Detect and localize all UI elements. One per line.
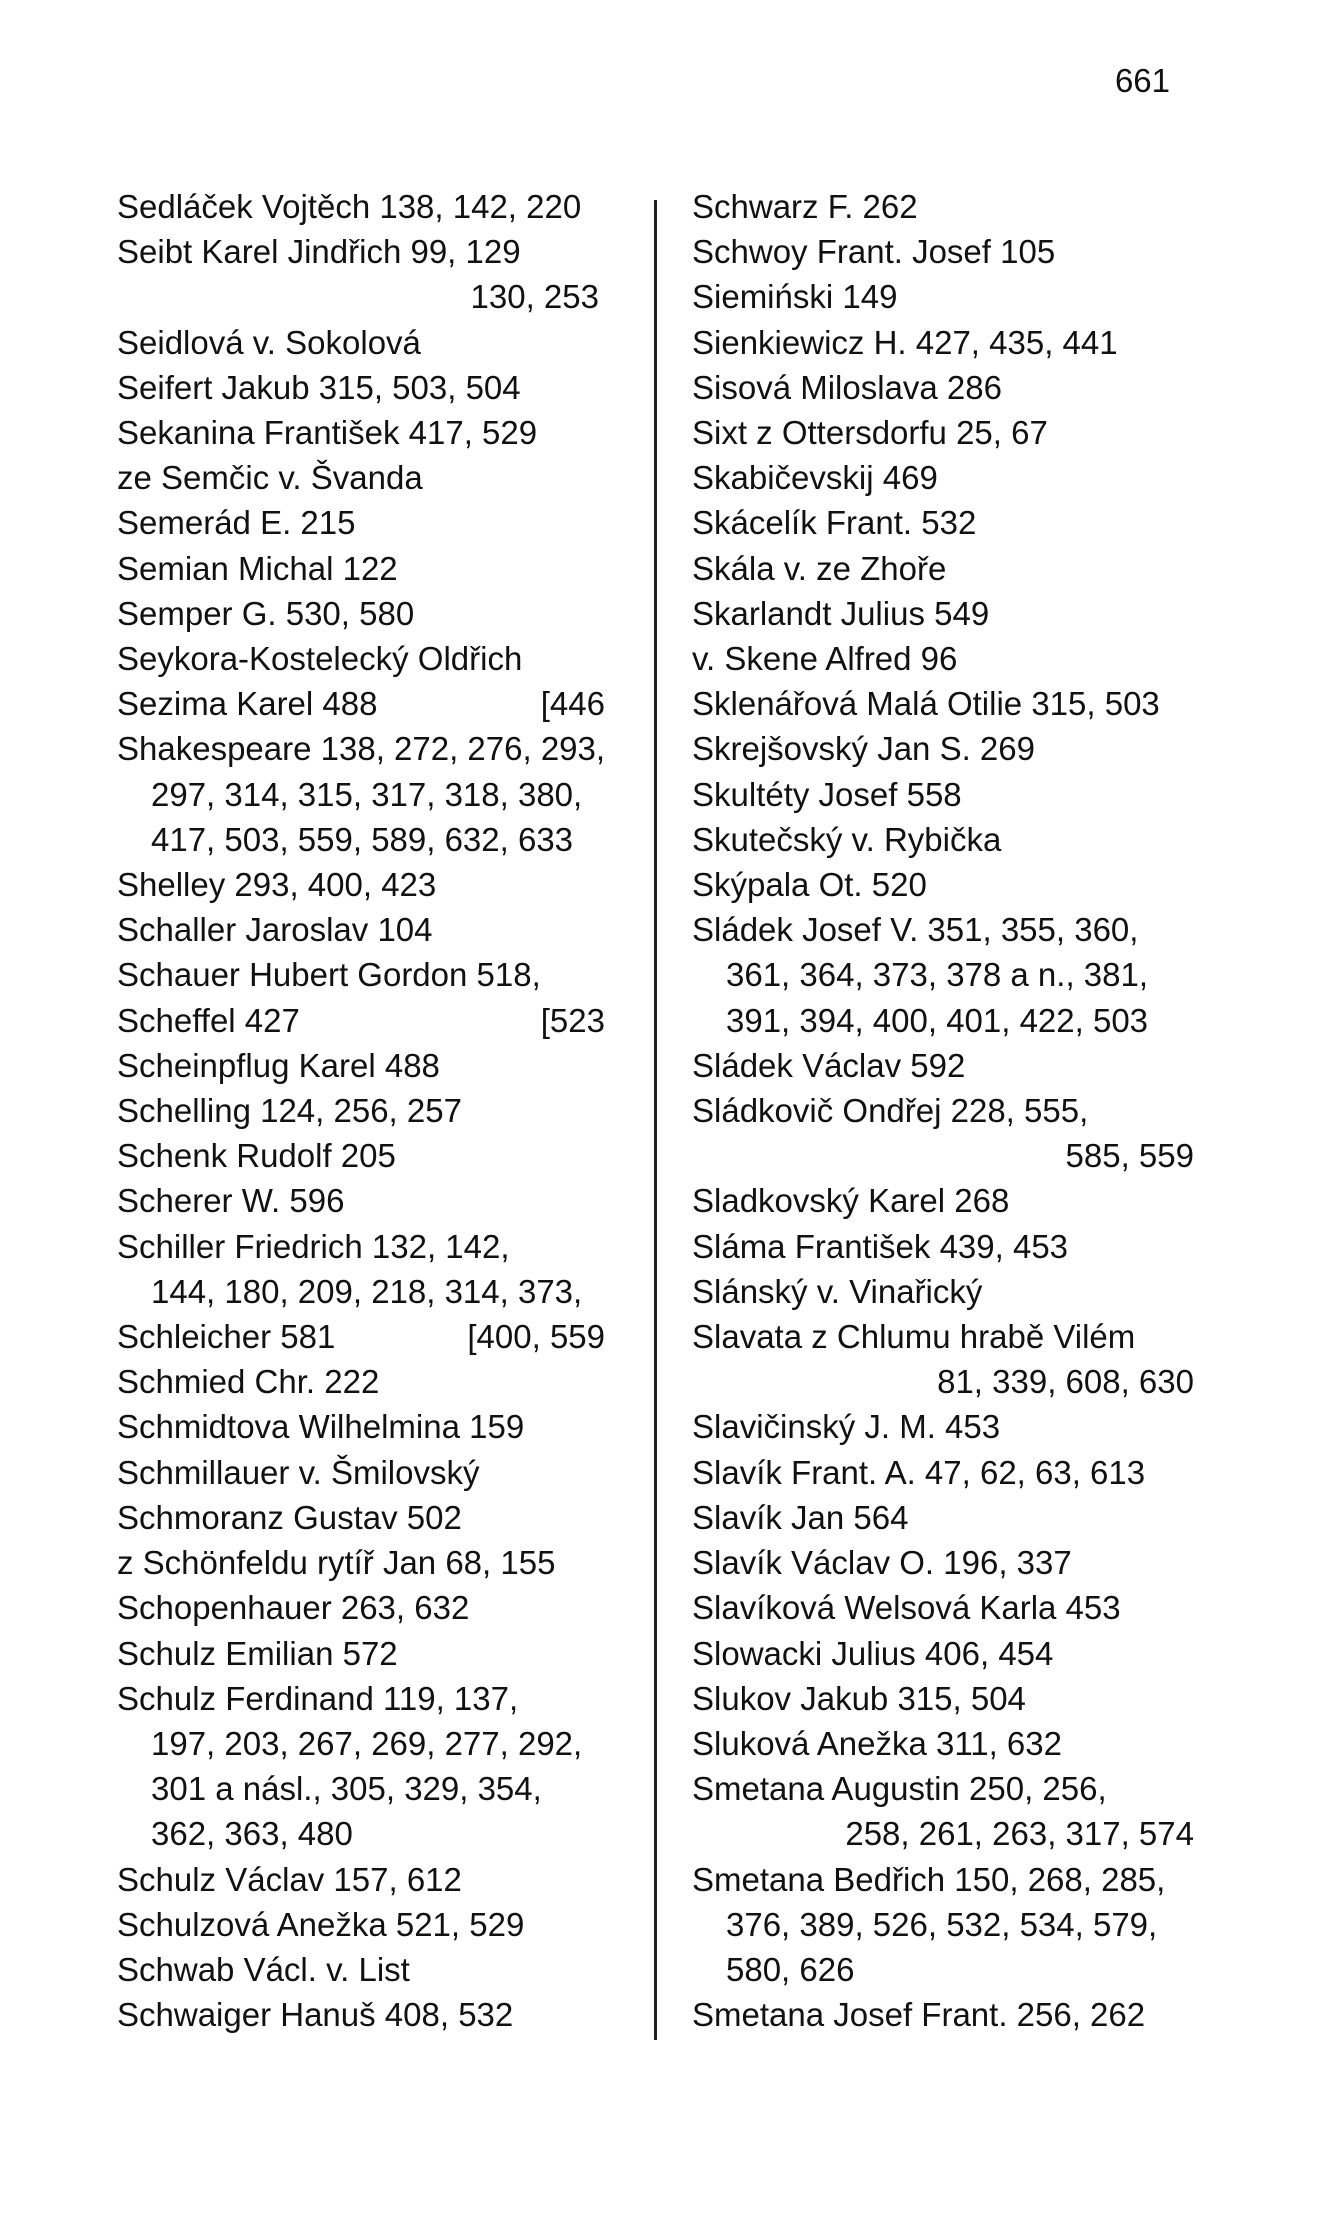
index-entry-line: Schmillauer v. Šmilovský <box>117 1453 480 1491</box>
index-entry-line: Schwab Václ. v. List <box>117 1950 410 1988</box>
index-entry <box>117 1133 617 1178</box>
index-entry <box>117 1224 617 1314</box>
index-entry <box>117 1676 617 1857</box>
index-entry-line: Slavík Jan 564 <box>692 1498 909 1536</box>
index-entry-line: Sisová Miloslava 286 <box>692 368 1002 406</box>
index-entry <box>692 1992 1212 2037</box>
index-entry-line: Skála v. ze Zhoře <box>692 549 947 587</box>
index-entry <box>117 1585 617 1630</box>
index-entry <box>117 591 617 636</box>
index-entry <box>692 184 1212 229</box>
index-entry <box>692 1178 1212 1223</box>
index-entry-line: Schelling 124, 256, 257 <box>117 1092 462 1130</box>
index-entry <box>692 229 1212 274</box>
index-entry <box>692 1811 1212 1856</box>
index-entry-line: Siemiński 149 <box>692 278 898 316</box>
index-entry <box>117 1314 617 1359</box>
index-entry-line: Schmied Chr. 222 <box>117 1363 380 1401</box>
index-entry-line: Skýpala Ot. 520 <box>692 866 927 904</box>
index-entry-line: 362, 363, 480 <box>151 1815 353 1853</box>
column-divider <box>654 200 657 2040</box>
index-entry-line: Schauer Hubert Gordon 518, <box>117 956 541 994</box>
index-entry <box>692 1631 1212 1676</box>
index-entry-line: Skrejšovský Jan S. 269 <box>692 730 1035 768</box>
index-entry-line: Shelley 293, 400, 423 <box>117 866 437 904</box>
index-entry <box>117 862 617 907</box>
index-entry-line: 361, 364, 373, 378 a n., 381, <box>726 956 1149 994</box>
index-entry <box>692 1269 1212 1314</box>
index-entry <box>692 772 1212 817</box>
index-entry-line: z Schönfeldu rytíř Jan 68, 155 <box>117 1544 556 1582</box>
index-entry <box>117 274 617 319</box>
index-entry <box>117 229 617 274</box>
index-entry-line: Skarlandt Julius 549 <box>692 594 990 632</box>
index-entry-line: 391, 394, 400, 401, 422, 503 <box>726 1001 1149 1039</box>
index-entry <box>692 274 1212 319</box>
index-entry <box>117 681 617 726</box>
index-entry-line: Seykora-Kostelecký Oldřich <box>117 640 523 678</box>
index-entry <box>692 1721 1212 1766</box>
index-entry <box>117 1088 617 1133</box>
index-entry <box>117 1495 617 1540</box>
index-entry <box>117 907 617 952</box>
index-entry-line: Semper G. 530, 580 <box>117 594 415 632</box>
index-entry <box>692 500 1212 545</box>
index-entry-line: 130, 253 <box>470 278 599 316</box>
index-entry-line: 81, 339, 608, 630 <box>937 1363 1194 1401</box>
index-entry-line: Seifert Jakub 315, 503, 504 <box>117 368 521 406</box>
index-entry <box>692 1495 1212 1540</box>
index-entry <box>117 1631 617 1676</box>
index-entry-line: Schenk Rudolf 205 <box>117 1137 396 1175</box>
index-entry-line: Sienkiewicz H. 427, 435, 441 <box>692 323 1118 361</box>
index-entry <box>117 998 617 1043</box>
index-entry <box>117 500 617 545</box>
index-column-right <box>692 184 1212 2037</box>
index-entry <box>692 1676 1212 1721</box>
index-entry <box>692 1404 1212 1449</box>
index-entry-line: 144, 180, 209, 218, 314, 373, <box>151 1272 583 1310</box>
index-entry-line: Slavata z Chlumu hrabě Vilém <box>692 1318 1136 1356</box>
index-entry-line: Schwarz F. 262 <box>692 188 918 225</box>
index-column-left <box>117 184 617 2037</box>
index-entry-line: Schmidtova Wilhelmina 159 <box>117 1408 525 1446</box>
index-entry <box>117 546 617 591</box>
index-entry-line: Skutečský v. Rybička <box>692 820 1002 858</box>
index-entry <box>117 1540 617 1585</box>
index-entry <box>692 636 1212 681</box>
index-entry <box>692 1585 1212 1630</box>
index-entry-line: Slukov Jakub 315, 504 <box>692 1679 1026 1717</box>
index-entry-line: Schulz Emilian 572 <box>117 1634 398 1672</box>
index-entry-line: Slowacki Julius 406, 454 <box>692 1634 1054 1672</box>
index-entry <box>117 952 617 997</box>
index-entry <box>692 1540 1212 1585</box>
index-entry <box>117 320 617 365</box>
index-entry-line: v. Skene Alfred 96 <box>692 640 958 678</box>
index-entry <box>692 365 1212 410</box>
index-entry <box>692 726 1212 771</box>
index-entry <box>117 1178 617 1223</box>
index-entry-line: Seidlová v. Sokolová <box>117 323 421 361</box>
index-entry-line: Slavík Frant. A. 47, 62, 63, 613 <box>692 1453 1146 1491</box>
index-entry-line: 301 a násl., 305, 329, 354, <box>151 1770 542 1808</box>
index-entry-continuation: [400, 559 <box>467 1318 605 1356</box>
index-entry-line: Schaller Jaroslav 104 <box>117 911 433 949</box>
index-entry-line: Skabičevskij 469 <box>692 459 938 497</box>
index-entry <box>117 1450 617 1495</box>
index-entry-line: Skultéty Josef 558 <box>692 775 962 813</box>
index-entry-line: 417, 503, 559, 589, 632, 633 <box>151 820 574 858</box>
index-entry-line: Schleicher 581 <box>117 1318 336 1356</box>
index-entry-line: Slánský v. Vinařický <box>692 1272 983 1310</box>
index-entry-line: Sladkovský Karel 268 <box>692 1182 1010 1220</box>
index-entry <box>117 636 617 681</box>
index-entry <box>692 1043 1212 1088</box>
index-entry-line: 585, 559 <box>1065 1137 1194 1175</box>
index-entry <box>117 1992 617 2037</box>
index-entry-line: Smetana Augustin 250, 256, <box>692 1770 1107 1808</box>
index-entry <box>117 1857 617 1902</box>
index-entry-line: Schiller Friedrich 132, 142, <box>117 1227 510 1265</box>
index-entry-line: Skácelík Frant. 532 <box>692 504 977 542</box>
index-entry-line: Schmoranz Gustav 502 <box>117 1498 462 1536</box>
index-entry <box>692 681 1212 726</box>
index-entry <box>117 365 617 410</box>
index-entry <box>692 1314 1212 1359</box>
index-entry <box>117 410 617 455</box>
index-entry-line: Schwoy Frant. Josef 105 <box>692 233 1056 271</box>
index-entry-line: Smetana Bedřich 150, 268, 285, <box>692 1860 1166 1898</box>
index-entry-line: Schwaiger Hanuš 408, 532 <box>117 1996 514 2034</box>
index-entry-line: Seibt Karel Jindřich 99, 129 <box>117 233 521 271</box>
index-entry <box>692 1133 1212 1178</box>
index-entry <box>117 455 617 500</box>
index-entry <box>692 1088 1212 1133</box>
index-entry-line: 297, 314, 315, 317, 318, 380, <box>151 775 583 813</box>
index-entry <box>692 1224 1212 1269</box>
index-entry <box>117 1404 617 1449</box>
index-entry-line: Sedláček Vojtěch 138, 142, 220 <box>117 188 582 225</box>
index-entry <box>692 410 1212 455</box>
index-entry <box>692 907 1212 1043</box>
index-entry-line: Sládek Václav 592 <box>692 1046 966 1084</box>
index-entry <box>692 817 1212 862</box>
index-entry-line: Semerád E. 215 <box>117 504 356 542</box>
index-entry <box>692 1766 1212 1811</box>
index-entry <box>692 546 1212 591</box>
index-entry-line: Sixt z Ottersdorfu 25, 67 <box>692 414 1048 452</box>
index-entry <box>692 862 1212 907</box>
index-entry-line: 258, 261, 263, 317, 574 <box>845 1815 1194 1853</box>
index-entry-line: Scherer W. 596 <box>117 1182 345 1220</box>
index-entry-continuation: [446 <box>540 685 605 723</box>
index-entry <box>692 455 1212 500</box>
index-entry-line: Sezima Karel 488 <box>117 685 378 723</box>
index-entry <box>117 184 617 229</box>
index-entry <box>117 726 617 862</box>
index-entry <box>692 1359 1212 1404</box>
index-entry-line: Sklenářová Malá Otilie 315, 503 <box>692 685 1160 723</box>
index-entry-line: Sládek Josef V. 351, 355, 360, <box>692 911 1139 949</box>
index-entry <box>692 1857 1212 1993</box>
index-entry-line: Sláma František 439, 453 <box>692 1227 1069 1265</box>
index-entry-line: Sluková Anežka 311, 632 <box>692 1724 1062 1762</box>
index-entry-line: Sekanina František 417, 529 <box>117 414 538 452</box>
index-entry-line: Scheffel 427 <box>117 1001 300 1039</box>
index-entry-line: Slavík Václav O. 196, 337 <box>692 1544 1072 1582</box>
index-entry <box>117 1359 617 1404</box>
index-entry <box>692 320 1212 365</box>
index-entry-line: 376, 389, 526, 532, 534, 579, <box>726 1905 1158 1943</box>
index-entry-line: Shakespeare 138, 272, 276, 293, <box>117 730 606 768</box>
index-entry <box>117 1043 617 1088</box>
index-entry-line: Semian Michal 122 <box>117 549 398 587</box>
index-entry <box>692 591 1212 636</box>
index-entry <box>692 1450 1212 1495</box>
page-number: 661 <box>1114 62 1170 99</box>
index-entry <box>117 1902 617 1947</box>
index-entry-line: Slavíková Welsová Karla 453 <box>692 1589 1121 1627</box>
index-entry-line: Schulz Ferdinand 119, 137, <box>117 1679 519 1717</box>
index-entry-line: Sládkovič Ondřej 228, 555, <box>692 1092 1089 1130</box>
index-entry-line: Schulzová Anežka 521, 529 <box>117 1905 525 1943</box>
index-entry-line: 197, 203, 267, 269, 277, 292, <box>151 1724 583 1762</box>
index-entry-continuation: [523 <box>540 1001 605 1039</box>
index-entry <box>117 1947 617 1992</box>
index-entry-line: Schulz Václav 157, 612 <box>117 1860 462 1898</box>
index-entry-line: ze Semčic v. Švanda <box>117 459 423 497</box>
index-entry-line: Schopenhauer 263, 632 <box>117 1589 470 1627</box>
index-entry-line: Slavičinský J. M. 453 <box>692 1408 1001 1446</box>
index-entry-line: Smetana Josef Frant. 256, 262 <box>692 1996 1146 2034</box>
index-entry-line: Scheinpflug Karel 488 <box>117 1046 440 1084</box>
index-entry-line: 580, 626 <box>726 1950 855 1988</box>
